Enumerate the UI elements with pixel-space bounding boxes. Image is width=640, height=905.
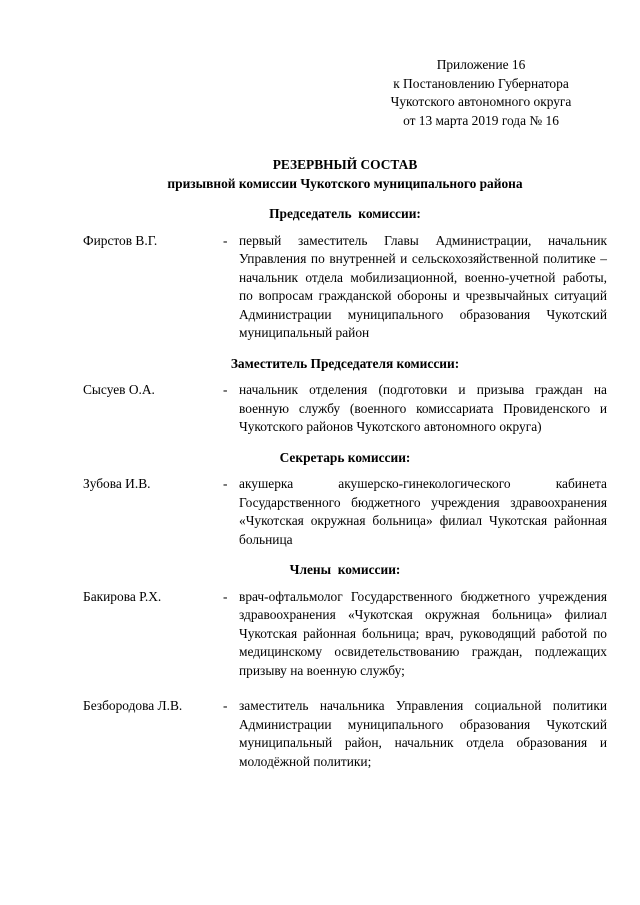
section-heading-deputy-chairman: Заместитель Председателя комиссии:	[230, 355, 460, 371]
annex-line: Приложение 16	[436, 57, 526, 72]
section-heading-members: Члены комиссии:	[289, 562, 401, 577]
list-dash: -	[223, 698, 228, 713]
member-description: врач-офтальмолог Государственного бюджетного учреждения здравоохранения «Чукотская окружная больница» филиал Чукотская районная больница; врач, руководящий работой по медицинскому освидетельствованию граждан, подлежащих призыву на военную службу;	[239, 588, 607, 678]
member-name: Зубова И.В.	[83, 476, 151, 491]
member-row	[83, 697, 607, 771]
document-title-line-1: РЕЗЕРВНЫЙ СОСТАВ	[272, 157, 418, 172]
member-row	[83, 475, 607, 549]
list-dash: -	[223, 588, 228, 604]
member-description: акушерка акушерско-гинекологического кабинета Государственного бюджетного учреждения здравоохранения «Чукотская окружная больница» филиал Чукотская районная больница	[239, 476, 607, 547]
member-description: первый заместитель Главы Администрации, начальник Управления по внутренней и сельскохозяйственной политике – начальник отдела мобилизационной, военно-учетной работы, по вопросам гражданской обороны и чрезвычайных ситуаций Администрации муниципального образования Чукотский муниципальный район	[239, 232, 607, 340]
document-title	[83, 156, 607, 193]
member-name: Бакирова Р.Х.	[83, 588, 162, 604]
member-name: Сысуев О.А.	[83, 382, 155, 397]
section-heading-secretary: Секретарь комиссии:	[279, 449, 411, 465]
member-description: начальник отделения (подготовки и призыва граждан на военную службу (военного комиссариата Провиденского и Чукотского районов Чукотского автономного округа)	[239, 382, 607, 434]
member-name: Безбородова Л.В.	[83, 698, 183, 713]
annex-header	[355, 56, 607, 130]
list-dash: -	[223, 382, 228, 397]
list-dash: -	[223, 476, 228, 491]
list-dash: -	[223, 232, 228, 248]
member-row	[83, 381, 607, 437]
member-row	[83, 232, 607, 343]
annex-line: от 13 марта 2019 года № 16	[403, 112, 559, 128]
annex-line: к Постановлению Губернатора	[393, 75, 569, 91]
section-heading-chairman: Председатель комиссии:	[269, 206, 421, 221]
member-row	[83, 588, 607, 681]
member-name: Фирстов В.Г.	[83, 232, 158, 248]
member-description: заместитель начальника Управления социальной политики Администрации муниципального образования Чукотский муниципальный район, начальник отдела образования и молодёжной политики;	[239, 698, 607, 769]
annex-line: Чукотского автономного округа	[390, 94, 572, 109]
document-title-line-2: призывной комиссии Чукотского муниципального района	[167, 175, 523, 191]
